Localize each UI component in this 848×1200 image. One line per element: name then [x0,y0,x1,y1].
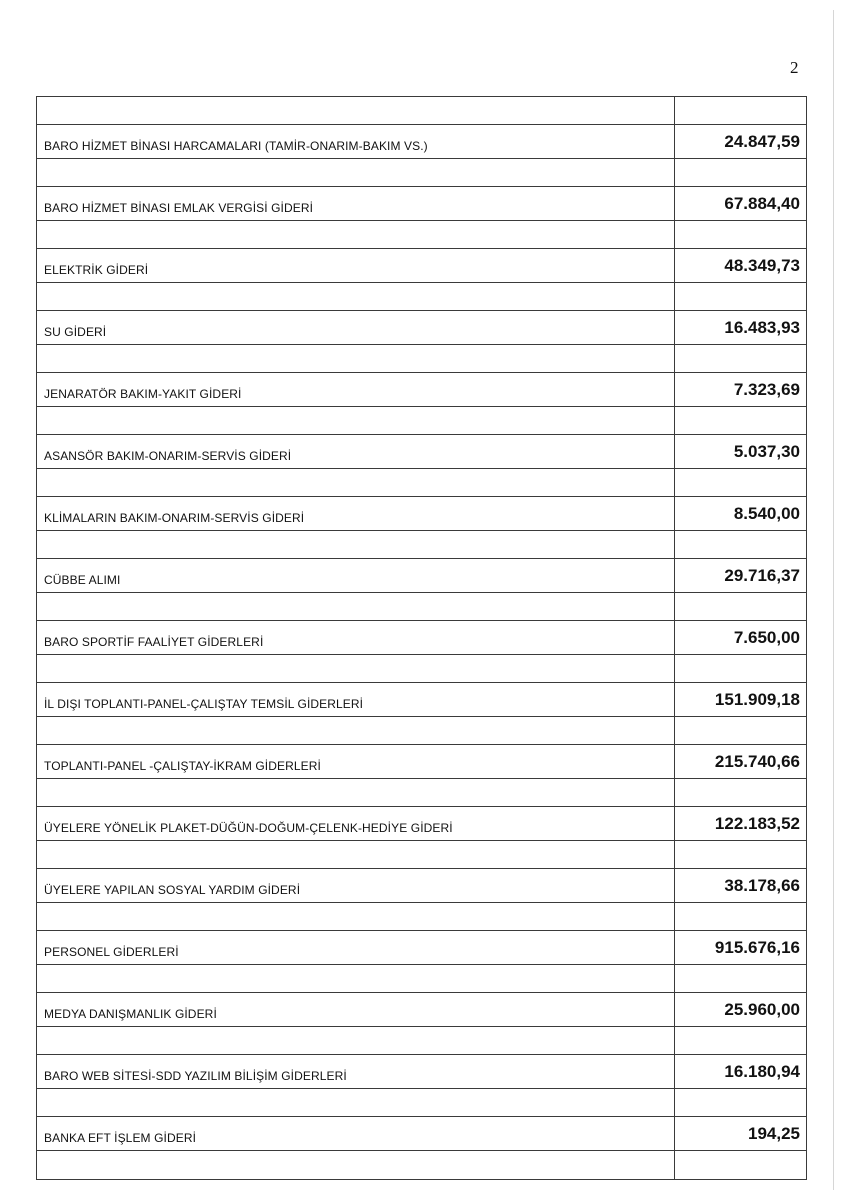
empty-label-cell [37,283,675,311]
expense-row [37,869,807,903]
expense-row [37,125,807,159]
expense-label: ÜYELERE YAPILAN SOSYAL YARDIM GİDERİ [37,869,675,903]
empty-amount-cell [675,1089,807,1117]
spacer-row [37,407,807,435]
empty-amount-cell [675,965,807,993]
expense-table [36,96,807,1180]
expense-row [37,249,807,283]
empty-amount-cell [675,779,807,807]
expense-row [37,497,807,531]
expense-amount: 7.650,00 [675,621,807,655]
empty-amount-cell [675,469,807,497]
expense-table-body [37,97,807,1180]
spacer-row [37,1089,807,1117]
empty-label-cell [37,1089,675,1117]
empty-amount-cell [675,655,807,683]
empty-label-cell [37,841,675,869]
expense-label: SU GİDERİ [37,311,675,345]
expense-amount: 29.716,37 [675,559,807,593]
expense-label: MEDYA DANIŞMANLIK GİDERİ [37,993,675,1027]
empty-amount-cell [675,841,807,869]
expense-amount: 151.909,18 [675,683,807,717]
spacer-row [37,531,807,559]
expense-label: BARO HİZMET BİNASI HARCAMALARI (TAMİR-ONARIM-BAKIM VS.) [37,125,675,159]
empty-label-cell [37,469,675,497]
expense-row [37,993,807,1027]
page-number: 2 [790,58,799,77]
empty-amount-cell [675,717,807,745]
spacer-row [37,965,807,993]
expense-row [37,807,807,841]
expense-label: TOPLANTI-PANEL -ÇALIŞTAY-İKRAM GİDERLERİ [37,745,675,779]
empty-amount-cell [675,221,807,249]
expense-label: ELEKTRİK GİDERİ [37,249,675,283]
empty-label-cell [37,1027,675,1055]
expense-row [37,311,807,345]
expense-amount: 8.540,00 [675,497,807,531]
empty-amount-cell [675,903,807,931]
empty-label-cell [37,345,675,373]
spacer-row [37,97,807,125]
expense-amount: 38.178,66 [675,869,807,903]
expense-amount: 915.676,16 [675,931,807,965]
spacer-row [37,469,807,497]
empty-amount-cell [675,159,807,187]
expense-label: İL DIŞI TOPLANTI-PANEL-ÇALIŞTAY TEMSİL GİDERLERİ [37,683,675,717]
expense-amount: 215.740,66 [675,745,807,779]
empty-label-cell [37,221,675,249]
empty-amount-cell [675,407,807,435]
empty-amount-cell [675,1151,807,1180]
empty-label-cell [37,779,675,807]
expense-amount: 194,25 [675,1117,807,1151]
empty-amount-cell [675,345,807,373]
expense-label: CÜBBE ALIMI [37,559,675,593]
empty-amount-cell [675,97,807,125]
expense-row [37,1055,807,1089]
expense-label: BANKA EFT İŞLEM GİDERİ [37,1117,675,1151]
empty-label-cell [37,903,675,931]
spacer-row [37,779,807,807]
expense-amount: 16.180,94 [675,1055,807,1089]
expense-label: BARO SPORTİF FAALİYET GİDERLERİ [37,621,675,655]
expense-row [37,373,807,407]
expense-amount: 16.483,93 [675,311,807,345]
expense-row [37,1117,807,1151]
spacer-row [37,159,807,187]
expense-amount: 7.323,69 [675,373,807,407]
page-edge-line [833,10,834,1190]
spacer-row [37,221,807,249]
spacer-row [37,655,807,683]
spacer-row [37,1027,807,1055]
empty-label-cell [37,531,675,559]
empty-label-cell [37,159,675,187]
spacer-row [37,283,807,311]
expense-row [37,745,807,779]
expense-label: ÜYELERE YÖNELİK PLAKET-DÜĞÜN-DOĞUM-ÇELENK-HEDİYE GİDERİ [37,807,675,841]
spacer-row [37,903,807,931]
spacer-row [37,717,807,745]
expense-label: KLİMALARIN BAKIM-ONARIM-SERVİS GİDERİ [37,497,675,531]
expense-amount: 25.960,00 [675,993,807,1027]
expense-label: JENARATÖR BAKIM-YAKIT GİDERİ [37,373,675,407]
empty-amount-cell [675,531,807,559]
expense-label: BARO WEB SİTESİ-SDD YAZILIM BİLİŞİM GİDERLERİ [37,1055,675,1089]
empty-label-cell [37,593,675,621]
empty-amount-cell [675,1027,807,1055]
empty-label-cell [37,655,675,683]
expense-row [37,187,807,221]
expense-row [37,621,807,655]
expense-row [37,559,807,593]
spacer-row [37,1151,807,1180]
empty-label-cell [37,1151,675,1180]
expense-amount: 5.037,30 [675,435,807,469]
empty-label-cell [37,965,675,993]
expense-amount: 67.884,40 [675,187,807,221]
empty-label-cell [37,407,675,435]
expense-amount: 24.847,59 [675,125,807,159]
expense-amount: 48.349,73 [675,249,807,283]
expense-row [37,931,807,965]
spacer-row [37,345,807,373]
expense-label: BARO HİZMET BİNASI EMLAK VERGİSİ GİDERİ [37,187,675,221]
expense-amount: 122.183,52 [675,807,807,841]
empty-label-cell [37,97,675,125]
expense-label: ASANSÖR BAKIM-ONARIM-SERVİS GİDERİ [37,435,675,469]
spacer-row [37,841,807,869]
expense-row [37,435,807,469]
spacer-row [37,593,807,621]
empty-amount-cell [675,593,807,621]
expense-row [37,683,807,717]
empty-label-cell [37,717,675,745]
empty-amount-cell [675,283,807,311]
expense-label: PERSONEL GİDERLERİ [37,931,675,965]
